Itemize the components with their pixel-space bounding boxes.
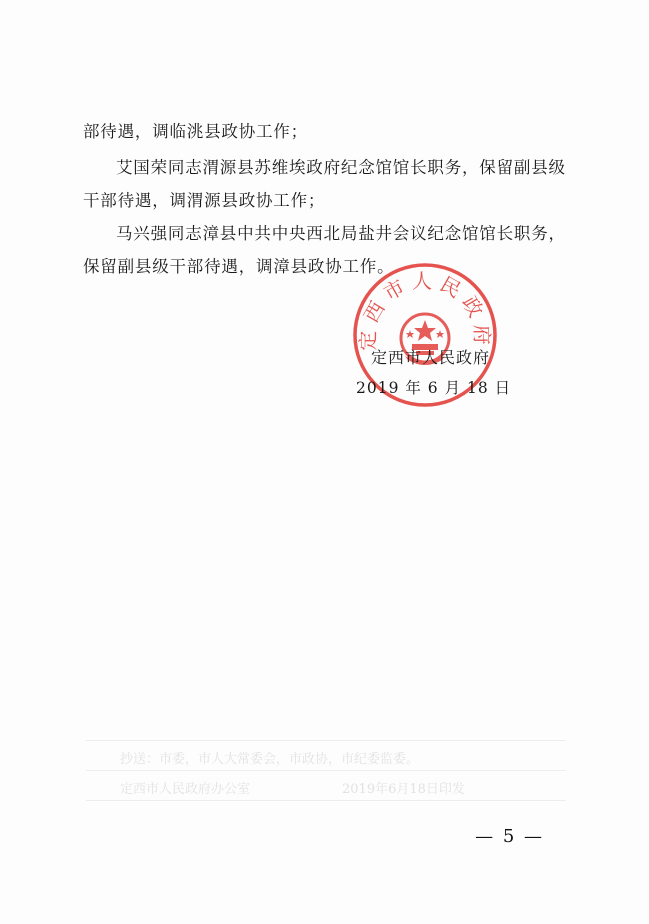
body-line-4: 马兴强同志漳县中共中央西北局盐井会议纪念馆馆长职务，	[116, 224, 566, 243]
page-number: — 5 —	[475, 826, 544, 847]
show-through-rule	[86, 800, 566, 801]
body-line-2: 艾国荣同志渭源县苏维埃政府纪念馆馆长职务，保留副县级	[116, 158, 566, 177]
show-through-cc-line: 抄送：市委，市人大常委会，市政协，市纪委监委。	[120, 752, 420, 767]
signature-date: 2019 年 6 月 18 日	[356, 379, 512, 397]
svg-text:定西市人民政府: 定西市人民政府	[355, 269, 495, 351]
body-line-5: 保留副县级干部待遇，调漳县政协工作。	[83, 257, 395, 276]
body-line-1: 部待遇，调临洮县政协工作；	[83, 122, 308, 141]
signature-organization: 定西市人民政府	[371, 348, 491, 367]
body-line-3: 干部待遇，调渭源县政协工作；	[83, 191, 326, 210]
show-through-issuer: 定西市人民政府办公室	[120, 782, 251, 797]
show-through-rule	[86, 740, 566, 741]
show-through-issue-date: 2019年6月18日印发	[342, 782, 465, 797]
show-through-rule	[86, 770, 566, 771]
